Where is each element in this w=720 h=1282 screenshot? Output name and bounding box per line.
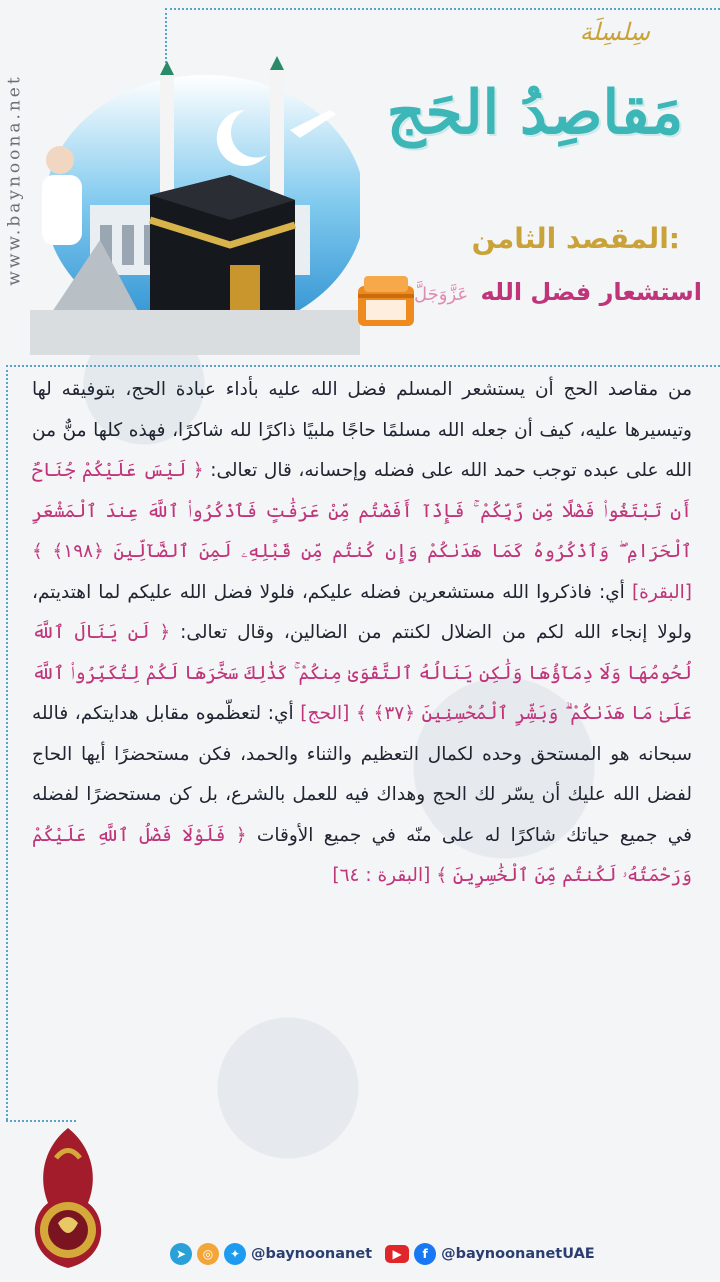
verse-reference-2: [الحج]: [300, 703, 350, 724]
series-label: سِلسِلَة: [579, 18, 650, 46]
section-number: المقصد الثامن:: [471, 222, 680, 255]
quran-verse-2: ﴿ لَن يَنَالَ ٱللَّهَ لُحُومُهَا وَلَا دِمَآؤُهَا وَلَٰكِن يَنَالُهُ ٱلتَّقْوَىٰ مِنكُمْ ۚ كَذَٰلِكَ سَخَّرَهَا لَكُمْ لِتُكَبِّرُوا۟ ٱللَّهَ عَلَىٰ مَا هَدَىٰكُمْ ۗ وَبَشِّرِ ٱلْمُحْسِنِينَ ﴿٣٧﴾ ﴾: [32, 622, 692, 724]
verse-reference-3: [البقرة : ٦٤]: [332, 865, 431, 886]
section-subtitle: [414, 278, 702, 306]
honorific: عَزَّوَجَلَّ: [414, 284, 469, 305]
verse-reference-1: [البقرة]: [631, 581, 692, 603]
social-footer: [170, 1240, 595, 1268]
facebook-icon[interactable]: f: [414, 1243, 436, 1265]
frame-line-left-lower: [6, 365, 8, 1120]
paragraph-explanation-1: أي: فاذكروا الله مستشعرين فضله عليكم، فلولا فضل الله عليكم لما اهتديتم، ولولا إنجاء الله لكم من الضلال لكنتم من الضالين، وقال تعالى:: [32, 581, 692, 643]
instagram-icon[interactable]: ◎: [197, 1243, 219, 1265]
frame-line-mid: [6, 365, 720, 367]
frame-line-top: [165, 8, 720, 10]
telegram-icon[interactable]: ➤: [170, 1243, 192, 1265]
suitcase-icon: [354, 268, 418, 332]
paragraph-intro: من مقاصد الحج أن يستشعر المسلم فضل الله عليه بأداء عبادة الحج، بتوفيقه لها وتيسيرها عليه، كيف أن جعله الله مسلمًا حاجًا ملبيًا ذاكرًا لله شاكرًا، فهذه كلها منٌّ من الله على عبده توجب حمد الله على فضله وإحسانه، قال تعالى:: [32, 379, 692, 481]
kaaba-illustration: [30, 55, 360, 355]
site-url: www.baynoona.net: [5, 74, 26, 286]
quran-verse-3: ﴿ فَلَوْلَا فَضْلُ ٱللَّهِ عَلَيْكُمْ وَرَحْمَتُهُۥ لَكُنتُم مِّنَ ٱلْخَٰسِرِينَ ﴾: [32, 824, 692, 886]
handle-secondary[interactable]: @baynoonanetUAE: [441, 1246, 595, 1262]
youtube-icon[interactable]: ▶: [385, 1245, 409, 1263]
site-strip: [0, 0, 30, 360]
quran-verse-1: ﴿ لَيْسَ عَلَيْكُمْ جُنَاحٌ أَن تَبْتَغُوا۟ فَضْلًا مِّن رَّبِّكُمْ ۚ فَإِذَآ أَفَضْتُم مِّنْ عَرَفَٰتٍ فَٱذْكُرُوا۟ ٱللَّهَ عِندَ ٱلْمَشْعَرِ ٱلْحَرَامِ ۖ وَٱذْكُرُوهُ كَمَا هَدَىٰكُمْ وَإِن كُنتُم مِّن قَبْلِهِۦ لَمِنَ ٱلضَّآلِّينَ ﴿١٩٨﴾ ﴾: [32, 460, 692, 562]
article-body: [32, 370, 692, 897]
subtitle-text: استشعار فضل الله: [480, 278, 702, 306]
baynoona-logo: [18, 1118, 118, 1278]
paragraph-explanation-2: أي: لتعظّموه مقابل هدايتكم، فالله سبحانه هو المستحق وحده لكمال التعظيم والثناء والحمد، فكن مستحضرًا أيها الحاج لفضل الله عليك أن يسّر لك الحج وهداك فيه للعمل بالشرع، بل كن مستحضرًا لفضله في جميع حياتك شاكرًا له على منّه في جميع الأوقات: [32, 703, 692, 846]
twitter-icon[interactable]: ✦: [224, 1243, 246, 1265]
page-title: مَقاصِدُ الحَج: [386, 78, 684, 148]
handle-primary[interactable]: @baynoonanet: [251, 1246, 373, 1262]
